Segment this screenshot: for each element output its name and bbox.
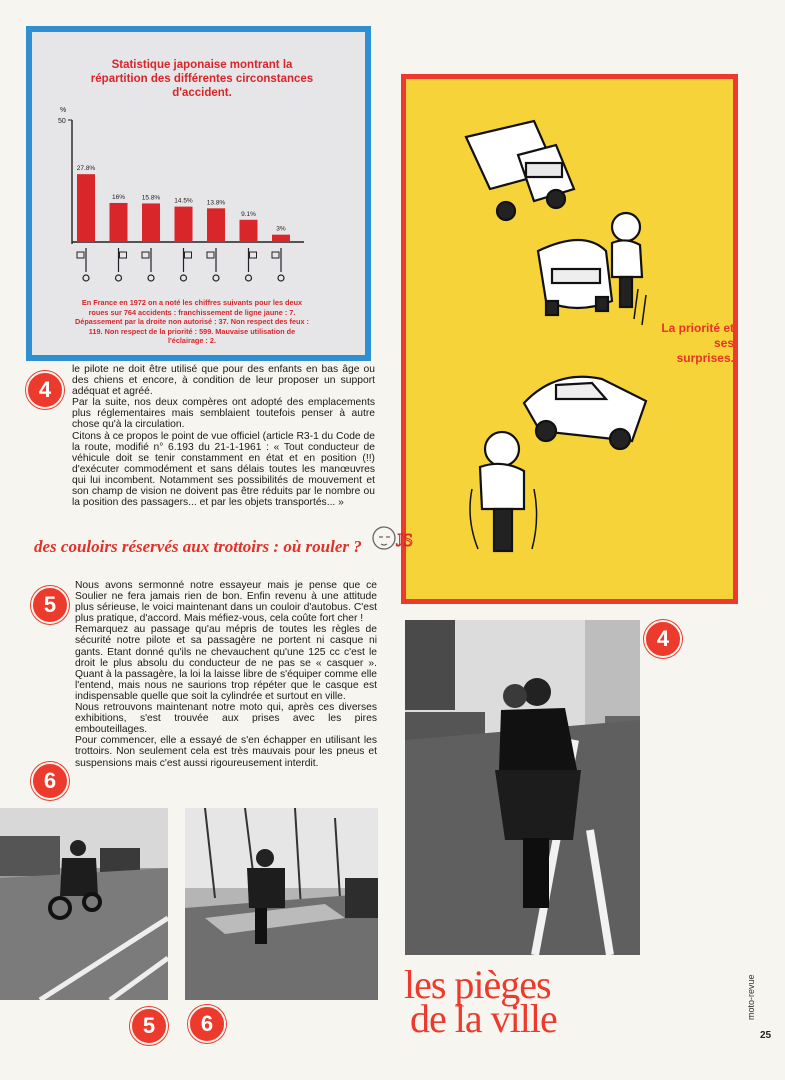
bar-value-label: 16% xyxy=(111,193,126,201)
car-side-drawing xyxy=(524,377,646,449)
badge-4-photo: 4 xyxy=(644,620,682,658)
paragraph-5b: Remarquez au passage qu'au mépris de toutes les règles de sécurité notre pilote et sa passagère ne portent ni casque ni gants. Etant donné qu'ils ne chevauchent qu'une 125 cc c'est le droit le plus absolu du conducteur de ne pas se « casquer ». Quant à la passagère, la loi la laisse libre de s'équiper comme elle l'entend, mais nous ne saurions trop répéter que le casque est indispensable quelle que soit la cylindrée et surtout en ville. xyxy=(75,624,377,702)
paragraph-5a: Nous avons sermonné notre essayeur mais je pense que ce Soulier ne fera jamais rien de bon. Enfin revenu à une attitude plus sérieuse, le voici maintenant dans un couloir d'autobus. C'est plus pratique, d'accord. Mais méfiez-vous, cela coûte fort cher ! xyxy=(75,580,377,625)
category-pictogram xyxy=(142,252,149,258)
badge-5-bottom: 5 xyxy=(130,1007,168,1045)
y-unit-label: % xyxy=(60,107,67,114)
bar xyxy=(110,203,128,242)
svg-text:JS: JS xyxy=(396,530,414,550)
paragraph-6: Pour commencer, elle a essayé de s'en échapper en utilisant les trottoirs. Non seulement cela est très mauvais pour les pneus et suspensions mais c'est aussi rigoureusement interdit. xyxy=(75,735,377,769)
illustration-caption: La priorité et ses surprises. xyxy=(661,321,734,365)
paragraph-5c: Nous retrouvons maintenant notre moto qui, après ces diverses exhibitions, s'est trouvée aux prises avec les pires embouteillages. xyxy=(75,702,377,736)
badge-6: 6 xyxy=(31,762,69,800)
category-pictogram xyxy=(207,252,214,258)
truck-drawing xyxy=(466,121,574,220)
category-pictogram xyxy=(246,275,252,281)
category-pictogram xyxy=(185,252,192,258)
bar xyxy=(240,220,258,242)
priority-illustration xyxy=(401,74,738,604)
category-pictogram xyxy=(181,275,187,281)
bar-value-label: 3% xyxy=(276,225,286,233)
chart-note: En France en 1972 on a noté les chiffres suivants pour les deux roues sur 764 accidents : franchissement de ligne jaune : 7. Dépassement par la droite non autorisé : 37. Non respect des feux : 119. Non respect de la priorité : 599. Mauvaise utilisation de l'éclairage : 2. xyxy=(75,298,309,346)
photo-couple-motorcycle xyxy=(405,620,640,955)
paragraph-4b: Par la suite, nos deux compères ont adopté des emplacements plus réglementaires mais semblaient toutefois penser à autre chose qu'à la circulation. xyxy=(72,397,375,431)
chart-panel xyxy=(32,32,365,355)
category-pictogram xyxy=(278,275,284,281)
title-line-2: de la ville xyxy=(410,996,557,1041)
bar-value-label: 15.8% xyxy=(141,194,161,202)
category-pictogram xyxy=(148,275,154,281)
article-title xyxy=(404,962,674,1041)
category-pictogram xyxy=(213,275,219,281)
accident-statistics-figure xyxy=(26,26,371,361)
photo-bus-lane xyxy=(0,808,168,1000)
car-front-drawing xyxy=(538,240,612,315)
category-pictogram xyxy=(77,252,84,258)
section-heading: des couloirs réservés aux trottoirs : où rouler ? xyxy=(34,537,362,556)
bar xyxy=(175,207,193,242)
text-block-4 xyxy=(72,364,375,508)
text-block-5 xyxy=(75,580,377,769)
badge-5: 5 xyxy=(31,586,69,624)
badge-6-bottom: 6 xyxy=(188,1005,226,1043)
chart-title: Statistique japonaise montrant la répartition des différentes circonstances d'accident. xyxy=(90,59,314,99)
bar-value-label: 14.5% xyxy=(174,197,193,205)
bar xyxy=(207,208,225,242)
photo-sidewalk xyxy=(185,808,378,1000)
bar-value-label: 9.1% xyxy=(241,210,256,218)
bar xyxy=(142,203,160,242)
motorcyclist-bottom-drawing xyxy=(480,432,524,551)
bar-value-label: 27.8% xyxy=(76,165,96,173)
category-pictogram xyxy=(120,252,127,258)
category-pictogram xyxy=(250,252,257,258)
category-pictogram xyxy=(116,275,122,281)
page-number: 25 xyxy=(760,1030,772,1041)
bar xyxy=(77,174,95,242)
paragraph-4c: Citons à ce propos le point de vue officiel (article R3-1 du Code de la route, modifié n° 6.193 du 21-1-1961 : « Tout conducteur de véhicule doit se tenir constamment en état et en position (!!) d'exécuter commodément et sans délais toutes les manœuvres qui lui incombent. Notamment ses possibilités de mouvement et son champ de vision ne doivent pas être réduits par le nombre ou la position des passagers... et par les objets transportés... » xyxy=(72,430,375,509)
badge-4: 4 xyxy=(26,371,64,409)
magazine-brand: moto-revue xyxy=(746,974,756,1020)
category-pictogram xyxy=(272,252,279,258)
category-pictogram xyxy=(83,275,89,281)
bar xyxy=(272,235,290,242)
title-line-1: les pièges xyxy=(404,962,551,1007)
paragraph-4a: le pilote ne doit être utilisé que pour des enfants en bas âge ou des chiens et encore, à condition de leur proposer un support adéquat et agréé. xyxy=(72,364,375,398)
y-tick-label: 50 xyxy=(58,118,66,125)
author-stamp xyxy=(370,520,416,560)
bar-value-label: 13.8% xyxy=(206,199,226,207)
